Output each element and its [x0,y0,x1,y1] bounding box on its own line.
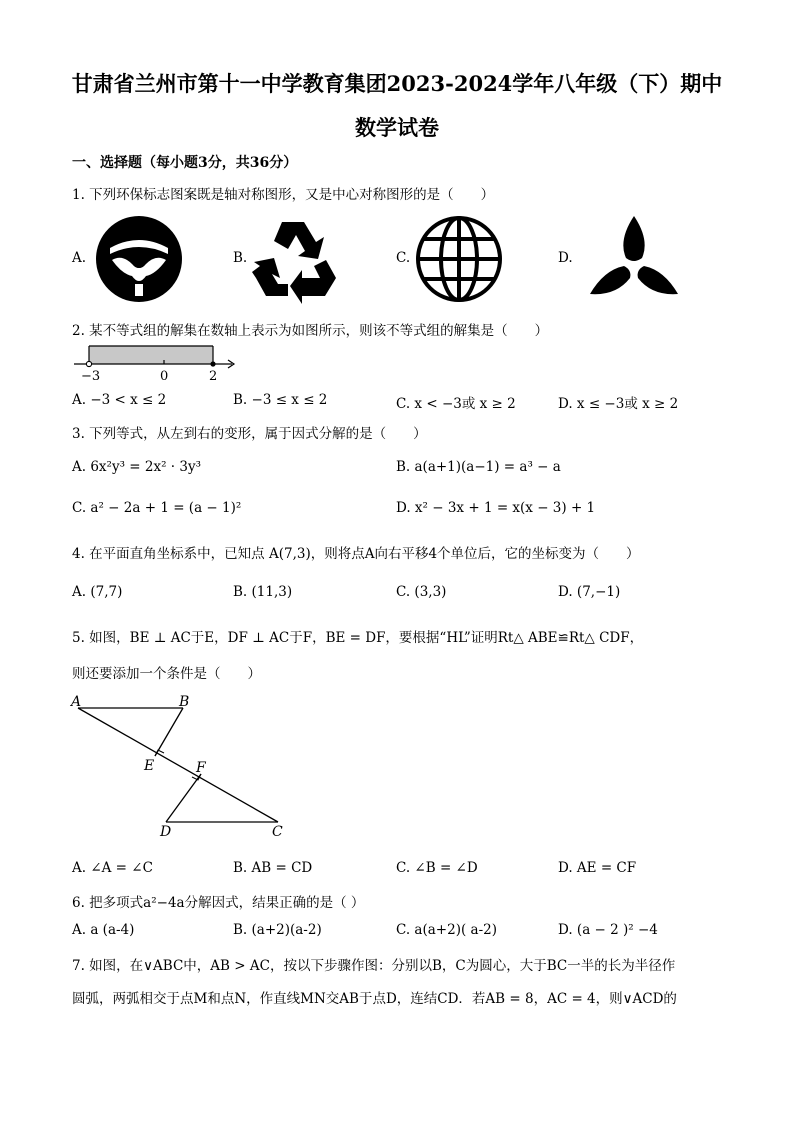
q5-option-d: D. AE = CF [558,860,637,876]
q1-label-c: C. [396,250,411,266]
q5-option-b: B. AB = CD [233,860,313,876]
q4-option-a: A. (7,7) [72,584,123,600]
q7-stem-line2: 圆弧，两弧相交于点M和点N，作直线MN交AB于点D，连结CD．若AB = 8，AC = 4，则∨ACD的 [72,991,677,1007]
point-label-b: B [179,694,190,710]
recycle-arrows-icon [252,214,344,304]
point-label-d: D [160,824,172,840]
exam-title-line2: 数学试卷 [355,115,439,140]
point-label-a: A [71,694,82,710]
q4-option-c: C. (3,3) [396,584,447,600]
axis-tick-2: 2 [209,369,218,384]
axis-tick-0: 0 [160,369,169,384]
point-label-e: E [144,758,155,774]
point-label-f: F [196,760,206,776]
q5-triangle-figure [68,690,298,840]
q4-stem: 4. 在平面直角坐标系中，已知点 A(7,3)，则将点A向右平移4个单位后，它的坐标变为（ ） [72,546,640,562]
globe-grid-icon [414,214,504,304]
q3-option-d: D. x² − 3x + 1 = x(x − 3) + 1 [396,500,596,516]
q4-option-b: B. (11,3) [233,584,293,600]
q3-stem: 3. 下列等式，从左到右的变形，属于因式分解的是（ ） [72,426,427,442]
bird-emblem-icon [94,214,184,304]
q1-label-b: B. [233,250,248,266]
q2-option-d: D. x ≤ −3或 x ≥ 2 [558,396,679,412]
axis-tick-neg3: −3 [81,369,101,384]
q3-option-c: C. a² − 2a + 1 = (a − 1)² [72,500,242,516]
q6-option-b: B. (a+2)(a-2) [233,922,322,938]
q5-option-a: A. ∠A = ∠C [72,860,153,876]
q2-option-a: A. −3 < x ≤ 2 [72,392,167,408]
q6-option-c: C. a(a+2)( a-2) [396,922,497,938]
exam-title-line1: 甘肃省兰州市第十一中学教育集团2023-2024学年八年级（下）期中 [71,71,723,96]
three-leaf-icon [588,214,680,298]
q7-stem-line1: 7. 如图，在∨ABC中，AB > AC，按以下步骤作图：分别以B，C为圆心，大于BC一半的长为半径作 [72,958,676,974]
q1-label-a: A. [72,250,87,266]
q6-stem: 6. 把多项式a²−4a分解因式，结果正确的是（ ） [72,895,365,911]
q5-option-c: C. ∠B = ∠D [396,860,478,876]
q5-stem-line2: 则还要添加一个条件是（ ） [72,666,261,682]
q2-stem: 2. 某不等式组的解集在数轴上表示为如图所示，则该不等式组的解集是（ ） [72,323,549,339]
q6-option-a: A. a (a-4) [72,922,135,938]
q1-label-d: D. [558,250,573,266]
q2-option-b: B. −3 ≤ x ≤ 2 [233,392,328,408]
q5-stem-line1: 5. 如图，BE ⊥ AC于E，DF ⊥ AC于F，BE = DF，要根据“HL”证明Rt△ ABE≌Rt△ CDF， [72,630,644,646]
point-label-c: C [272,824,283,840]
q3-option-b: B. a(a+1)(a−1) = a³ − a [396,459,561,475]
number-line-figure [72,338,242,384]
q6-option-d: D. (a − 2 )² −4 [558,922,658,938]
q2-option-c: C. x < −3或 x ≥ 2 [396,396,516,412]
q4-option-d: D. (7,−1) [558,584,621,600]
q1-stem: 1. 下列环保标志图案既是轴对称图形，又是中心对称图形的是（ ） [72,187,495,203]
q3-option-a: A. 6x²y³ = 2x² · 3y³ [72,459,201,475]
section-heading: 一、选择题（每小题3分，共36分） [72,155,298,171]
